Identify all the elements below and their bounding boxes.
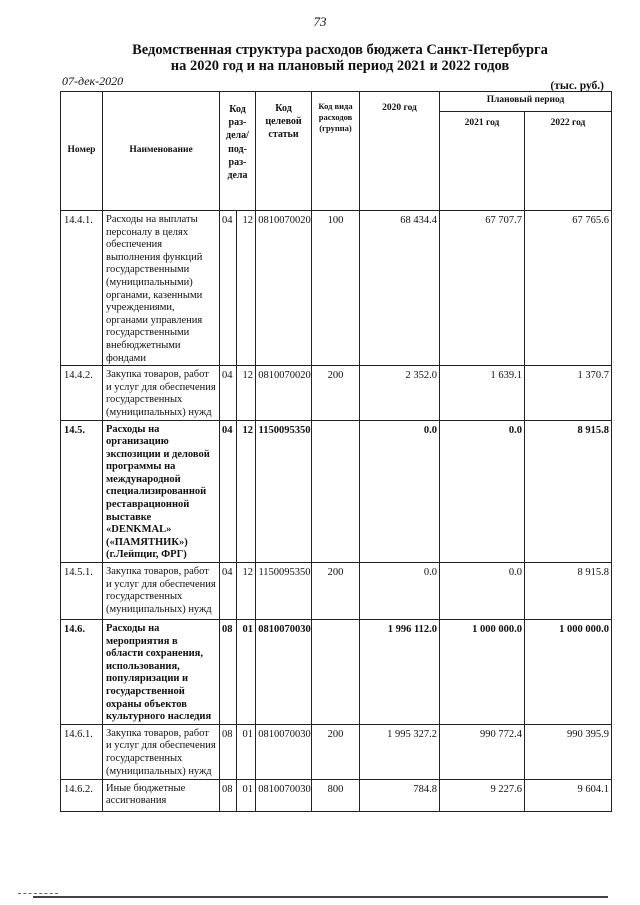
row-amount-2021: 0.0 bbox=[440, 420, 525, 563]
table-row bbox=[61, 420, 612, 563]
row-expense-type: 100 bbox=[312, 211, 360, 366]
row-expense-type: 200 bbox=[312, 563, 360, 620]
units-label: (тыс. руб.) bbox=[550, 80, 604, 92]
row-amount-2021: 1 000 000.0 bbox=[440, 620, 525, 725]
row-number: 14.6. bbox=[61, 620, 103, 725]
row-subsection: 12 bbox=[237, 420, 256, 563]
row-amount-2022: 1 370.7 bbox=[525, 366, 612, 420]
row-name: Закупка товаров, работ и услуг для обеспечения государственных (муниципальных) нужд bbox=[103, 563, 220, 620]
row-number: 14.4.1. bbox=[61, 211, 103, 366]
row-target: 0810070020 bbox=[256, 366, 312, 420]
row-amount-2022: 990 395.9 bbox=[525, 724, 612, 779]
row-section: 04 bbox=[220, 211, 237, 366]
row-section: 04 bbox=[220, 366, 237, 420]
header-2021: 2021 год bbox=[440, 112, 525, 211]
row-name: Иные бюджетные ассигнования bbox=[103, 779, 220, 811]
row-amount-2021: 0.0 bbox=[440, 563, 525, 620]
header-planned-period: Плановый период bbox=[440, 92, 612, 112]
row-target: 0810070030 bbox=[256, 779, 312, 811]
page-number: 73 bbox=[313, 14, 327, 29]
row-section: 08 bbox=[220, 620, 237, 725]
row-name: Расходы на мероприятия в области сохранения, использования, популяризации и государственной охраны объектов культурного наследия bbox=[103, 620, 220, 725]
table-row bbox=[61, 366, 612, 420]
row-section: 04 bbox=[220, 563, 237, 620]
document-title bbox=[60, 42, 620, 74]
row-target: 0810070020 bbox=[256, 211, 312, 366]
row-expense-type: 200 bbox=[312, 724, 360, 779]
header-section: Код раз-дела/ под-раз-дела bbox=[220, 92, 256, 211]
row-subsection: 12 bbox=[237, 211, 256, 366]
row-section: 04 bbox=[220, 420, 237, 563]
header-2020: 2020 год bbox=[360, 92, 440, 211]
header-name: Наименование bbox=[103, 92, 220, 211]
row-name: Закупка товаров, работ и услуг для обеспечения государственных (муниципальных) нужд bbox=[103, 366, 220, 420]
row-number: 14.5.1. bbox=[61, 563, 103, 620]
header-expense-type: Код вида расходов (группа) bbox=[312, 92, 360, 211]
row-amount-2020: 68 434.4 bbox=[360, 211, 440, 366]
title-line-2: на 2020 год и на плановый период 2021 и 2022 годов bbox=[170, 58, 510, 74]
header-number: Номер bbox=[61, 92, 103, 211]
row-target: 1150095350 bbox=[256, 420, 312, 563]
table-row bbox=[61, 563, 612, 620]
title-line-1: Ведомственная структура расходов бюджета Санкт-Петербурга bbox=[132, 42, 548, 58]
row-subsection: 01 bbox=[237, 620, 256, 725]
table-row bbox=[61, 779, 612, 811]
row-section: 08 bbox=[220, 779, 237, 811]
row-number: 14.5. bbox=[61, 420, 103, 563]
row-amount-2020: 1 995 327.2 bbox=[360, 724, 440, 779]
table-row bbox=[61, 620, 612, 725]
row-name: Расходы на организацию экспозиции и деловой программы на международной специализированной реставрационной выставке «DENKMAL» («ПАМЯТНИК») (г.Лейпциг, ФРГ) bbox=[103, 420, 220, 563]
row-target: 1150095350 bbox=[256, 563, 312, 620]
row-target: 0810070030 bbox=[256, 620, 312, 725]
row-amount-2020: 0.0 bbox=[360, 420, 440, 563]
row-subsection: 12 bbox=[237, 366, 256, 420]
row-amount-2021: 9 227.6 bbox=[440, 779, 525, 811]
row-number: 14.6.2. bbox=[61, 779, 103, 811]
document-date: 07-дек-2020 bbox=[62, 74, 124, 88]
row-amount-2022: 67 765.6 bbox=[525, 211, 612, 366]
row-amount-2022: 8 915.8 bbox=[525, 420, 612, 563]
row-amount-2021: 990 772.4 bbox=[440, 724, 525, 779]
row-expense-type bbox=[312, 620, 360, 725]
scan-artifact-dash bbox=[18, 893, 58, 895]
row-amount-2021: 1 639.1 bbox=[440, 366, 525, 420]
row-amount-2021: 67 707.7 bbox=[440, 211, 525, 366]
row-section: 08 bbox=[220, 724, 237, 779]
table-row bbox=[61, 724, 612, 779]
row-subsection: 12 bbox=[237, 563, 256, 620]
row-amount-2022: 8 915.8 bbox=[525, 563, 612, 620]
row-amount-2020: 2 352.0 bbox=[360, 366, 440, 420]
row-amount-2022: 9 604.1 bbox=[525, 779, 612, 811]
budget-table bbox=[60, 91, 612, 812]
row-name: Закупка товаров, работ и услуг для обеспечения государственных (муниципальных) нужд bbox=[103, 724, 220, 779]
row-amount-2020: 0.0 bbox=[360, 563, 440, 620]
row-amount-2020: 784.8 bbox=[360, 779, 440, 811]
row-subsection: 01 bbox=[237, 779, 256, 811]
bottom-rule bbox=[33, 896, 608, 898]
row-expense-type: 800 bbox=[312, 779, 360, 811]
row-target: 0810070030 bbox=[256, 724, 312, 779]
table-row bbox=[61, 211, 612, 366]
row-expense-type bbox=[312, 420, 360, 563]
row-number: 14.4.2. bbox=[61, 366, 103, 420]
row-subsection: 01 bbox=[237, 724, 256, 779]
row-expense-type: 200 bbox=[312, 366, 360, 420]
row-name: Расходы на выплаты персоналу в целях обеспечения выполнения функций государственными (муниципальными) органами, казенными учреждениями, органами управления государственными внебюджетными фондами bbox=[103, 211, 220, 366]
row-number: 14.6.1. bbox=[61, 724, 103, 779]
header-target: Код целевой статьи bbox=[256, 92, 312, 211]
header-2022: 2022 год bbox=[525, 112, 612, 211]
row-amount-2020: 1 996 112.0 bbox=[360, 620, 440, 725]
row-amount-2022: 1 000 000.0 bbox=[525, 620, 612, 725]
